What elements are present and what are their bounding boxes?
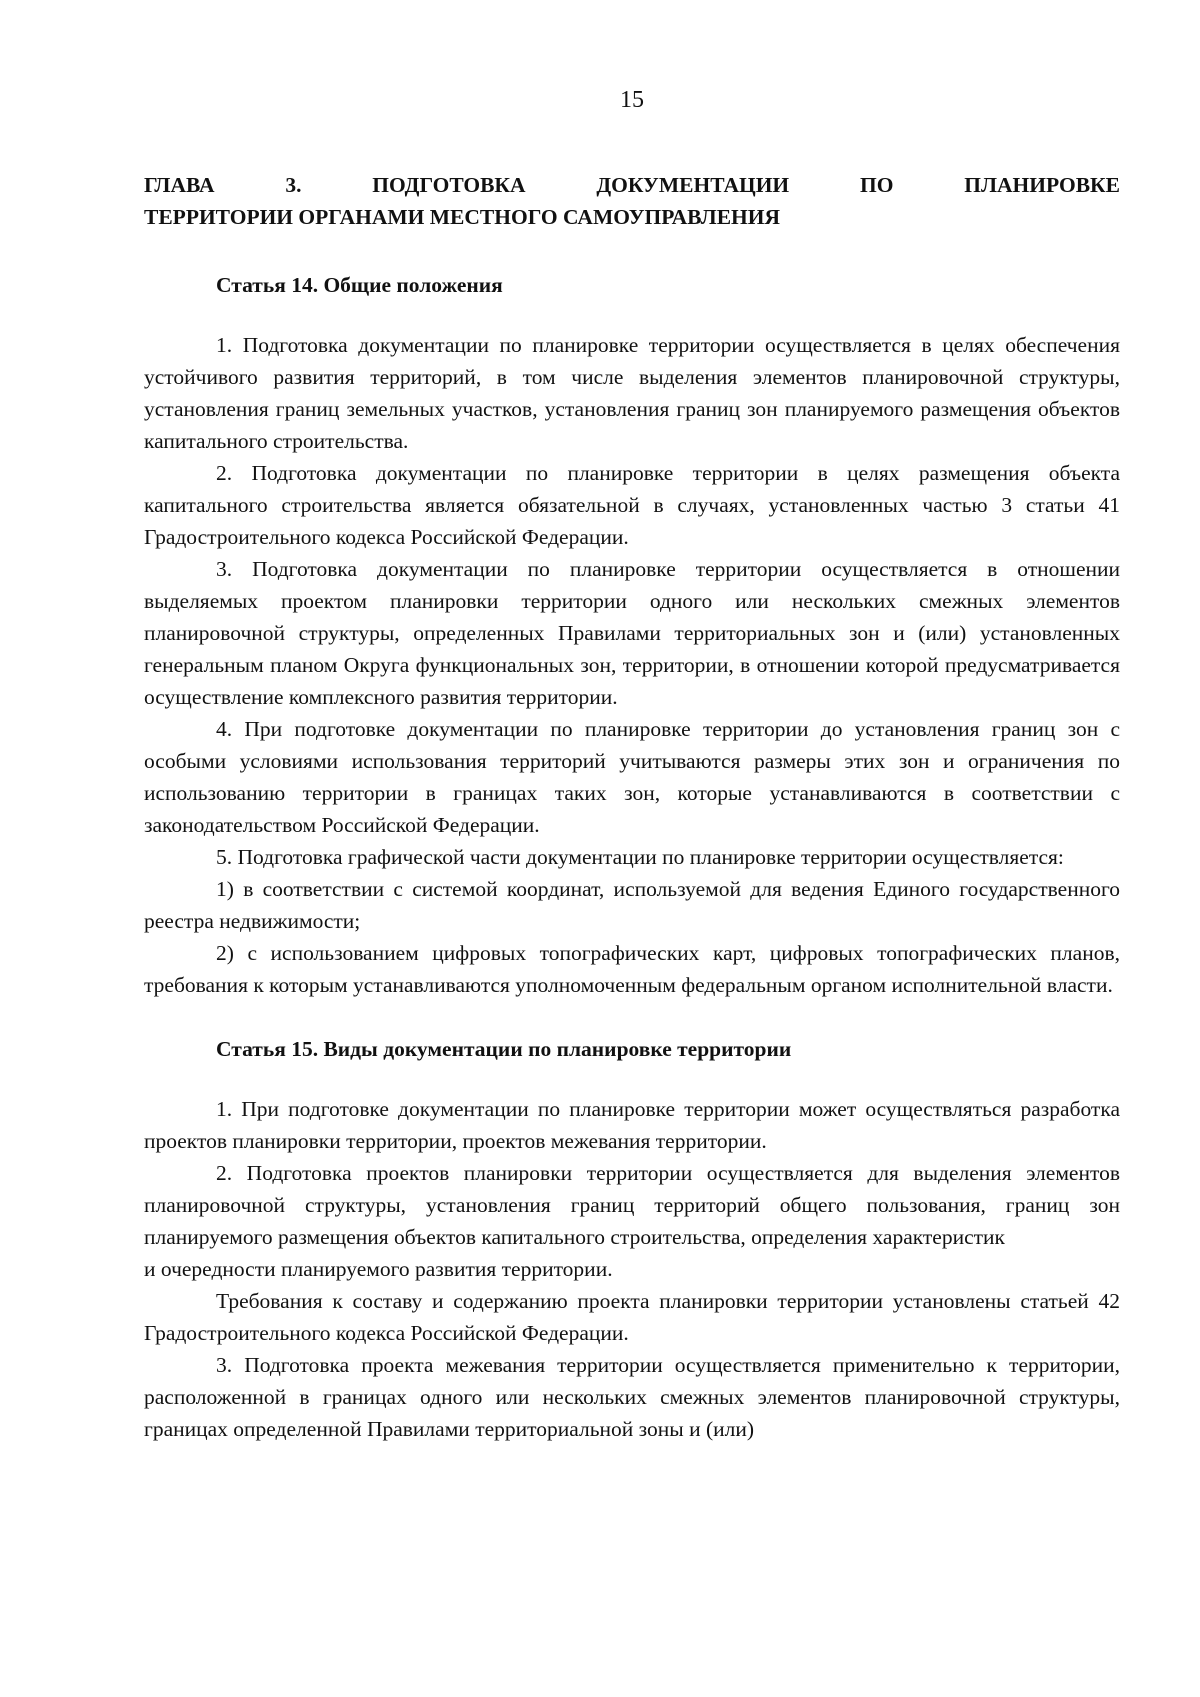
article-14-paragraph-4: 4. При подготовке документации по планировке территории до установления границ зон с особыми условиями использования территорий учитываются размеры этих зон и ограничения по использованию территории в границах таких зон, которые устанавливаются в соответствии с законодательством Российской Федерации.: [144, 717, 1120, 837]
article-15-paragraph-3: 3. Подготовка проекта межевания территории осуществляется применительно к территории, расположенной в границах одного или нескольких смежных элементов планировочной структуры, границах определенной Правилами территориальной зоны и (или): [144, 1353, 1120, 1441]
chapter-title-line2: ТЕРРИТОРИИ ОРГАНАМИ МЕСТНОГО САМОУПРАВЛЕНИЯ: [144, 205, 781, 229]
article-15-requirements-paragraph: Требования к составу и содержанию проекта планировки территории установлены статьей 42 Градостроительного кодекса Российской Федерации.: [144, 1289, 1120, 1345]
article-14-paragraph-5: 5. Подготовка графической части документации по планировке территории осуществляется:: [216, 845, 1064, 869]
chapter-title: [144, 169, 1120, 233]
article-14-item-2: 2) с использованием цифровых топографических карт, цифровых топографических планов, требования к которым устанавливаются уполномоченным федеральным органом исполнительной власти.: [144, 941, 1120, 997]
article-15-body: [144, 1093, 1120, 1445]
article-14-heading: Статья 14. Общие положения: [216, 273, 503, 297]
chapter-title-line1: ГЛАВА 3. ПОДГОТОВКА ДОКУМЕНТАЦИИ ПО ПЛАНИРОВКЕ: [144, 173, 1120, 197]
article-15-paragraph-2-continuation: и очередности планируемого развития территории.: [144, 1257, 613, 1281]
article-14-paragraph-3: 3. Подготовка документации по планировке территории осуществляется в отношении выделяемых проектом планировки территории одного или нескольких смежных элементов планировочной структуры, определенных Правилами территориальных зон и (или) установленных генеральным планом Округа функциональных зон, территории, в отношении которой предусматривается осуществление комплексного развития территории.: [144, 557, 1120, 709]
document-page: [144, 0, 1120, 1445]
article-14-paragraph-2: 2. Подготовка документации по планировке территории в целях размещения объекта капитального строительства является обязательной в случаях, установленных частью 3 статьи 41 Градостроительного кодекса Российской Федерации.: [144, 461, 1120, 549]
article-14-paragraph-1: 1. Подготовка документации по планировке территории осуществляется в целях обеспечения устойчивого развития территорий, в том числе выделения элементов планировочной структуры, установления границ земельных участков, установления границ зон планируемого размещения объектов капитального строительства.: [144, 333, 1120, 453]
article-15-heading: Статья 15. Виды документации по планировке территории: [216, 1037, 792, 1061]
article-14-body: [144, 329, 1120, 1001]
article-15-paragraph-1: 1. При подготовке документации по планировке территории может осуществляться разработка проектов планировки территории, проектов межевания территории.: [144, 1097, 1120, 1153]
page-number: 15: [620, 87, 644, 113]
article-14-item-1: 1) в соответствии с системой координат, используемой для ведения Единого государственного реестра недвижимости;: [144, 877, 1120, 933]
article-15-paragraph-2: 2. Подготовка проектов планировки территории осуществляется для выделения элементов планировочной структуры, установления границ территорий общего пользования, границ зон планируемого размещения объектов капитального строительства, определения характеристик: [144, 1161, 1120, 1249]
